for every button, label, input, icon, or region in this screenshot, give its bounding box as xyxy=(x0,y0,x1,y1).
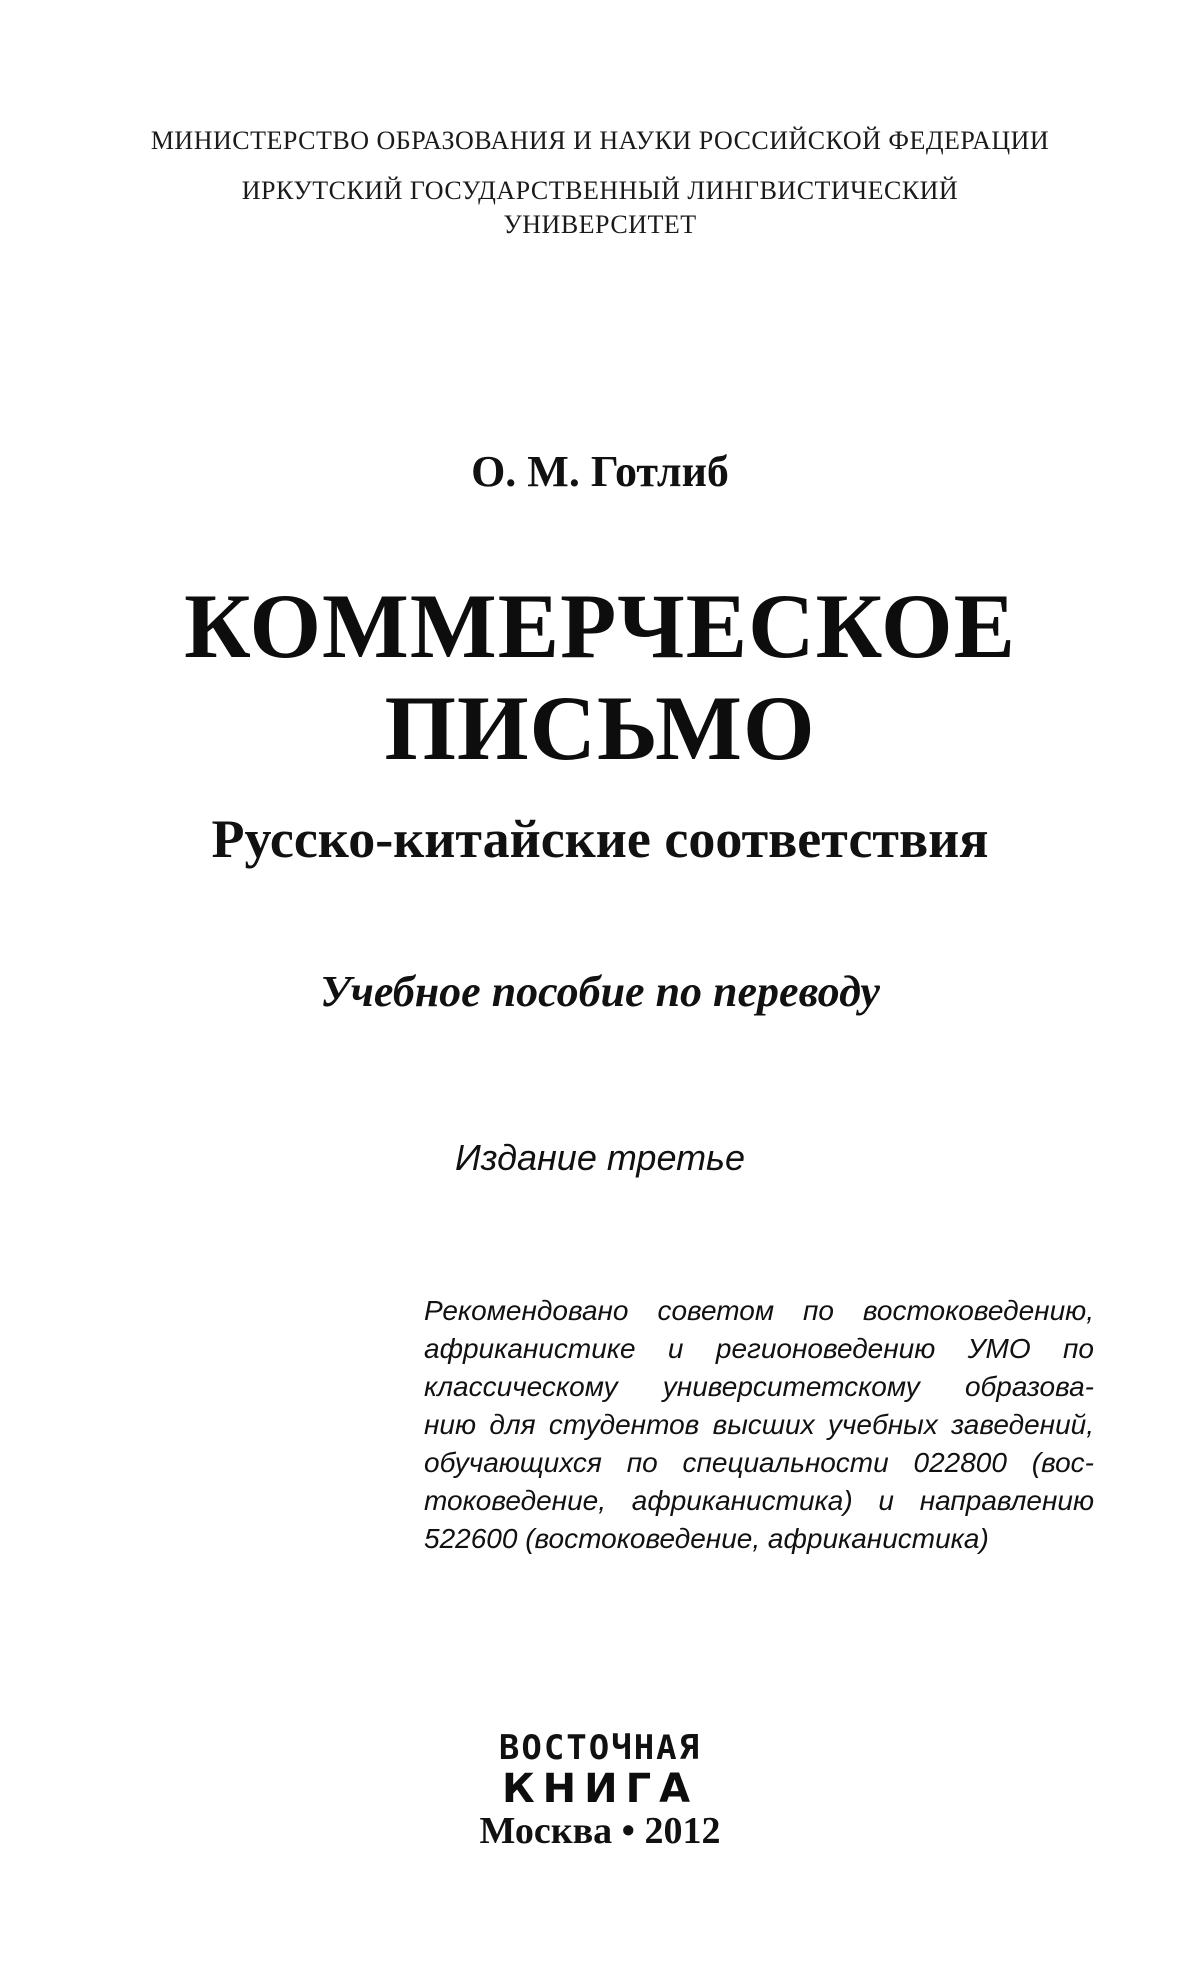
recommendation-line: Рекомендовано советом по востоковедению, xyxy=(424,1295,1094,1326)
book-title-line2: ПИСЬМО xyxy=(384,677,816,779)
recommendation-line: нию для студентов высших учебных заведений, xyxy=(424,1409,1094,1440)
author-name: О. М. Готлиб xyxy=(471,447,729,496)
ministry-name: МИНИСТЕРСТВО ОБРАЗОВАНИЯ И НАУКИ РОССИЙСКОЙ ФЕДЕРАЦИИ xyxy=(150,126,1050,155)
university-name-line1: ИРКУТСКИЙ ГОСУДАРСТВЕННЫЙ ЛИНГВИСТИЧЕСКИЙ xyxy=(241,176,959,205)
publisher-logo-line2: КНИГА xyxy=(501,1766,699,1812)
publisher-logo-line1: ВОСТОЧНАЯ xyxy=(498,1728,702,1768)
publication-imprint: Москва • 2012 xyxy=(479,1810,721,1852)
recommendation-line: обучающихся по специальности 022800 (вос- xyxy=(424,1447,1094,1478)
recommendation-line: африканистике и регионоведению УМО по xyxy=(424,1333,1094,1364)
book-title-line1: КОММЕРЧЕСКОЕ xyxy=(184,575,1016,677)
edition-statement: Издание третье xyxy=(454,1137,746,1178)
recommendation-line: классическому университетскому образова- xyxy=(424,1371,1094,1402)
recommendation-line: токоведение, африканистика) и направлению xyxy=(424,1485,1094,1516)
recommendation-line: 522600 (востоковедение, африканистика) xyxy=(424,1523,989,1554)
publisher-logo xyxy=(474,1728,726,1814)
university-name-line2: УНИВЕРСИТЕТ xyxy=(503,210,697,239)
recommendation-note xyxy=(424,1292,1094,1558)
book-genre: Учебное пособие по переводу xyxy=(320,967,880,1016)
book-subtitle: Русско-китайские соответствия xyxy=(211,809,989,869)
